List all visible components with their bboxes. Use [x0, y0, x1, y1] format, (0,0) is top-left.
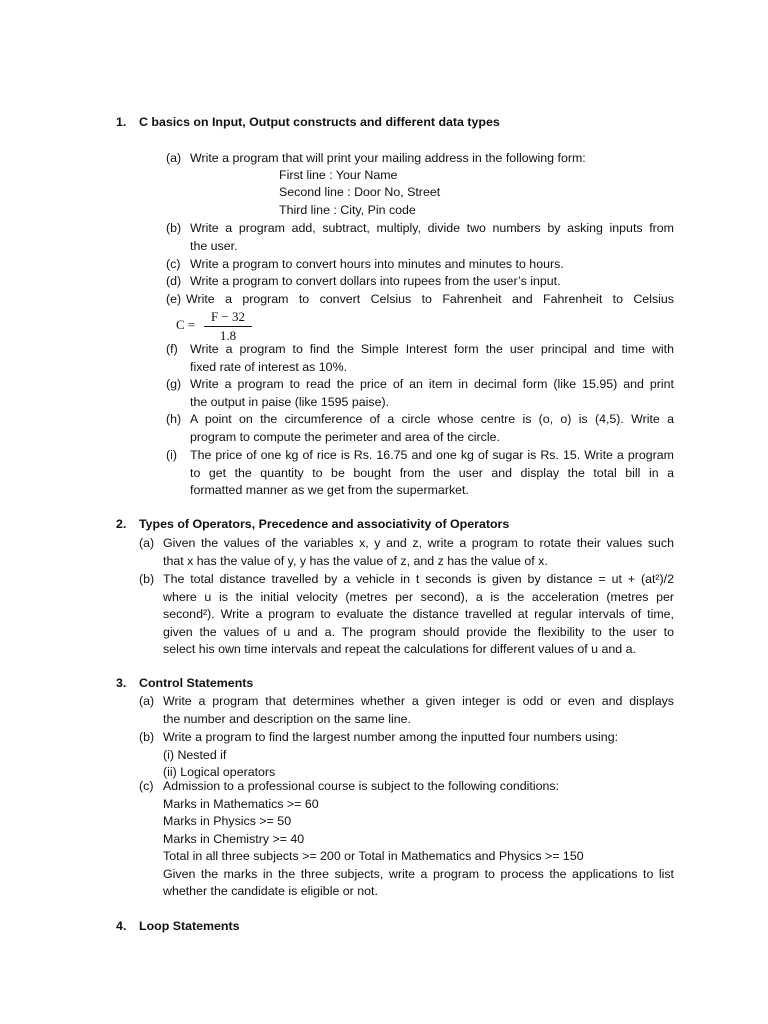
section-title: Types of Operators, Precedence and associativity of Operators: [139, 517, 510, 531]
section-1-heading: [116, 115, 500, 129]
item-line: The price of one kg of rice is Rs. 16.75 and one kg of sugar is Rs. 15. Write a program: [190, 448, 674, 462]
address-line-2: Second line : Door No, Street: [279, 185, 441, 199]
item-label: (c): [166, 257, 181, 271]
item-label: (a): [139, 694, 155, 708]
item-line: Write a program to find the Simple Interest form the user principal and time with: [190, 342, 674, 356]
question-1f: [166, 341, 674, 376]
item-line: Total in all three subjects >= 200 or Total in Mathematics and Physics >= 150: [163, 849, 584, 863]
item-line: fixed rate of interest as 10%.: [190, 359, 348, 374]
section-title: Control Statements: [139, 676, 254, 690]
section-title: Loop Statements: [139, 919, 240, 933]
item-line: Write a program add, subtract, multiply, divide two numbers by asking inputs from: [190, 221, 674, 235]
item-line: that x has the value of y, y has the value of z, and z has the value of x.: [163, 553, 548, 568]
question-2a: [139, 535, 674, 570]
section-number: 4.: [116, 919, 127, 933]
item-line: Marks in Mathematics >= 60: [163, 796, 319, 811]
item-line: select his own time intervals and repeat the calculations for different values of u and a.: [163, 642, 636, 656]
item-label: (i): [166, 448, 178, 462]
item-line: (i) Nested if: [163, 747, 227, 762]
question-1c: [166, 256, 674, 274]
question-3a: [139, 693, 674, 728]
item-label: (e): [166, 292, 182, 306]
question-1d: [166, 273, 674, 291]
item-line: Marks in Chemistry >= 40: [163, 831, 305, 846]
question-1i: [166, 447, 674, 500]
question-1g: [166, 376, 674, 411]
formula-lhs: C =: [176, 317, 196, 332]
item-line: Admission to a professional course is subject to the following conditions:: [163, 779, 560, 793]
item-line: the number and description on the same line.: [163, 711, 411, 726]
item-line: to get the quantity to be bought from the user and display the total bill in a: [190, 465, 674, 480]
item-label: (d): [166, 274, 182, 288]
question-1a: [166, 150, 674, 168]
item-label: (b): [139, 730, 155, 744]
address-line-1: First line : Your Name: [279, 168, 398, 182]
item-line: Write a program to find the largest number among the inputted four numbers using:: [163, 730, 619, 744]
item-line: the user.: [190, 238, 238, 253]
section-4-heading: [116, 919, 240, 933]
section-number: 1.: [116, 115, 127, 129]
item-label: (g): [166, 377, 182, 391]
section-2-heading: [116, 517, 509, 531]
question-3b: [139, 729, 674, 782]
question-3c: [139, 778, 674, 901]
item-line: given the values of u and a. The program should provide the flexibility to the user to: [163, 624, 674, 639]
item-line: The total distance travelled by a vehicle in t seconds is given by distance = ut + (at²)/2: [163, 572, 674, 586]
formula-denominator: 1.8: [219, 328, 237, 343]
item-line: formatted manner as we get from the supermarket.: [190, 483, 469, 497]
formula-numerator: F − 32: [204, 309, 252, 327]
item-line: Write a program to convert Celsius to Fahrenheit and Fahrenheit to Celsius: [186, 292, 674, 306]
item-line: Write a program that will print your mailing address in the following form:: [190, 151, 586, 165]
item-line: Write a program to convert hours into minutes and minutes to hours.: [190, 257, 564, 271]
item-line: whether the candidate is eligible or not.: [163, 884, 378, 898]
section-3-heading: [116, 676, 253, 690]
question-1b: [166, 220, 674, 255]
item-label: (b): [166, 221, 182, 235]
item-label: (c): [139, 779, 154, 793]
section-title: C basics on Input, Output constructs and different data types: [139, 115, 500, 129]
item-label: (h): [166, 412, 182, 426]
item-line: (ii) Logical operators: [163, 765, 276, 779]
item-line: Marks in Physics >= 50: [163, 814, 292, 828]
item-line: A point on the circumference of a circle whose centre is (o, o) is (4,5). Write a: [190, 412, 674, 426]
question-2b: [139, 571, 674, 659]
item-line: second²). Write a program to evaluate the distance travelled at regular intervals of time,: [163, 607, 674, 621]
section-number: 2.: [116, 517, 127, 531]
item-line: Write a program to read the price of an item in decimal form (like 15.95) and print: [190, 377, 674, 391]
item-line: Given the marks in the three subjects, write a program to process the applications to list: [163, 866, 674, 881]
item-label: (f): [166, 342, 178, 356]
section-number: 3.: [116, 676, 127, 690]
question-1e: [166, 291, 674, 309]
item-line: Write a program to convert dollars into rupees from the user’s input.: [190, 274, 561, 288]
formula-fraction: [204, 309, 252, 344]
item-line: the output in paise (like 1595 paise).: [190, 394, 390, 409]
item-line: Given the values of the variables x, y and z, write a program to rotate their values such: [163, 536, 674, 550]
item-label: (a): [166, 151, 182, 165]
item-line: Write a program that determines whether a given integer is odd or even and displays: [163, 694, 674, 708]
item-line: where u is the initial velocity (metres per second), a is the acceleration (metres per: [163, 589, 674, 604]
question-1h: [166, 411, 674, 446]
item-line: program to compute the perimeter and area of the circle.: [190, 429, 500, 444]
address-line-3: Third line : City, Pin code: [279, 203, 416, 217]
item-label: (a): [139, 536, 155, 550]
item-label: (b): [139, 572, 155, 586]
